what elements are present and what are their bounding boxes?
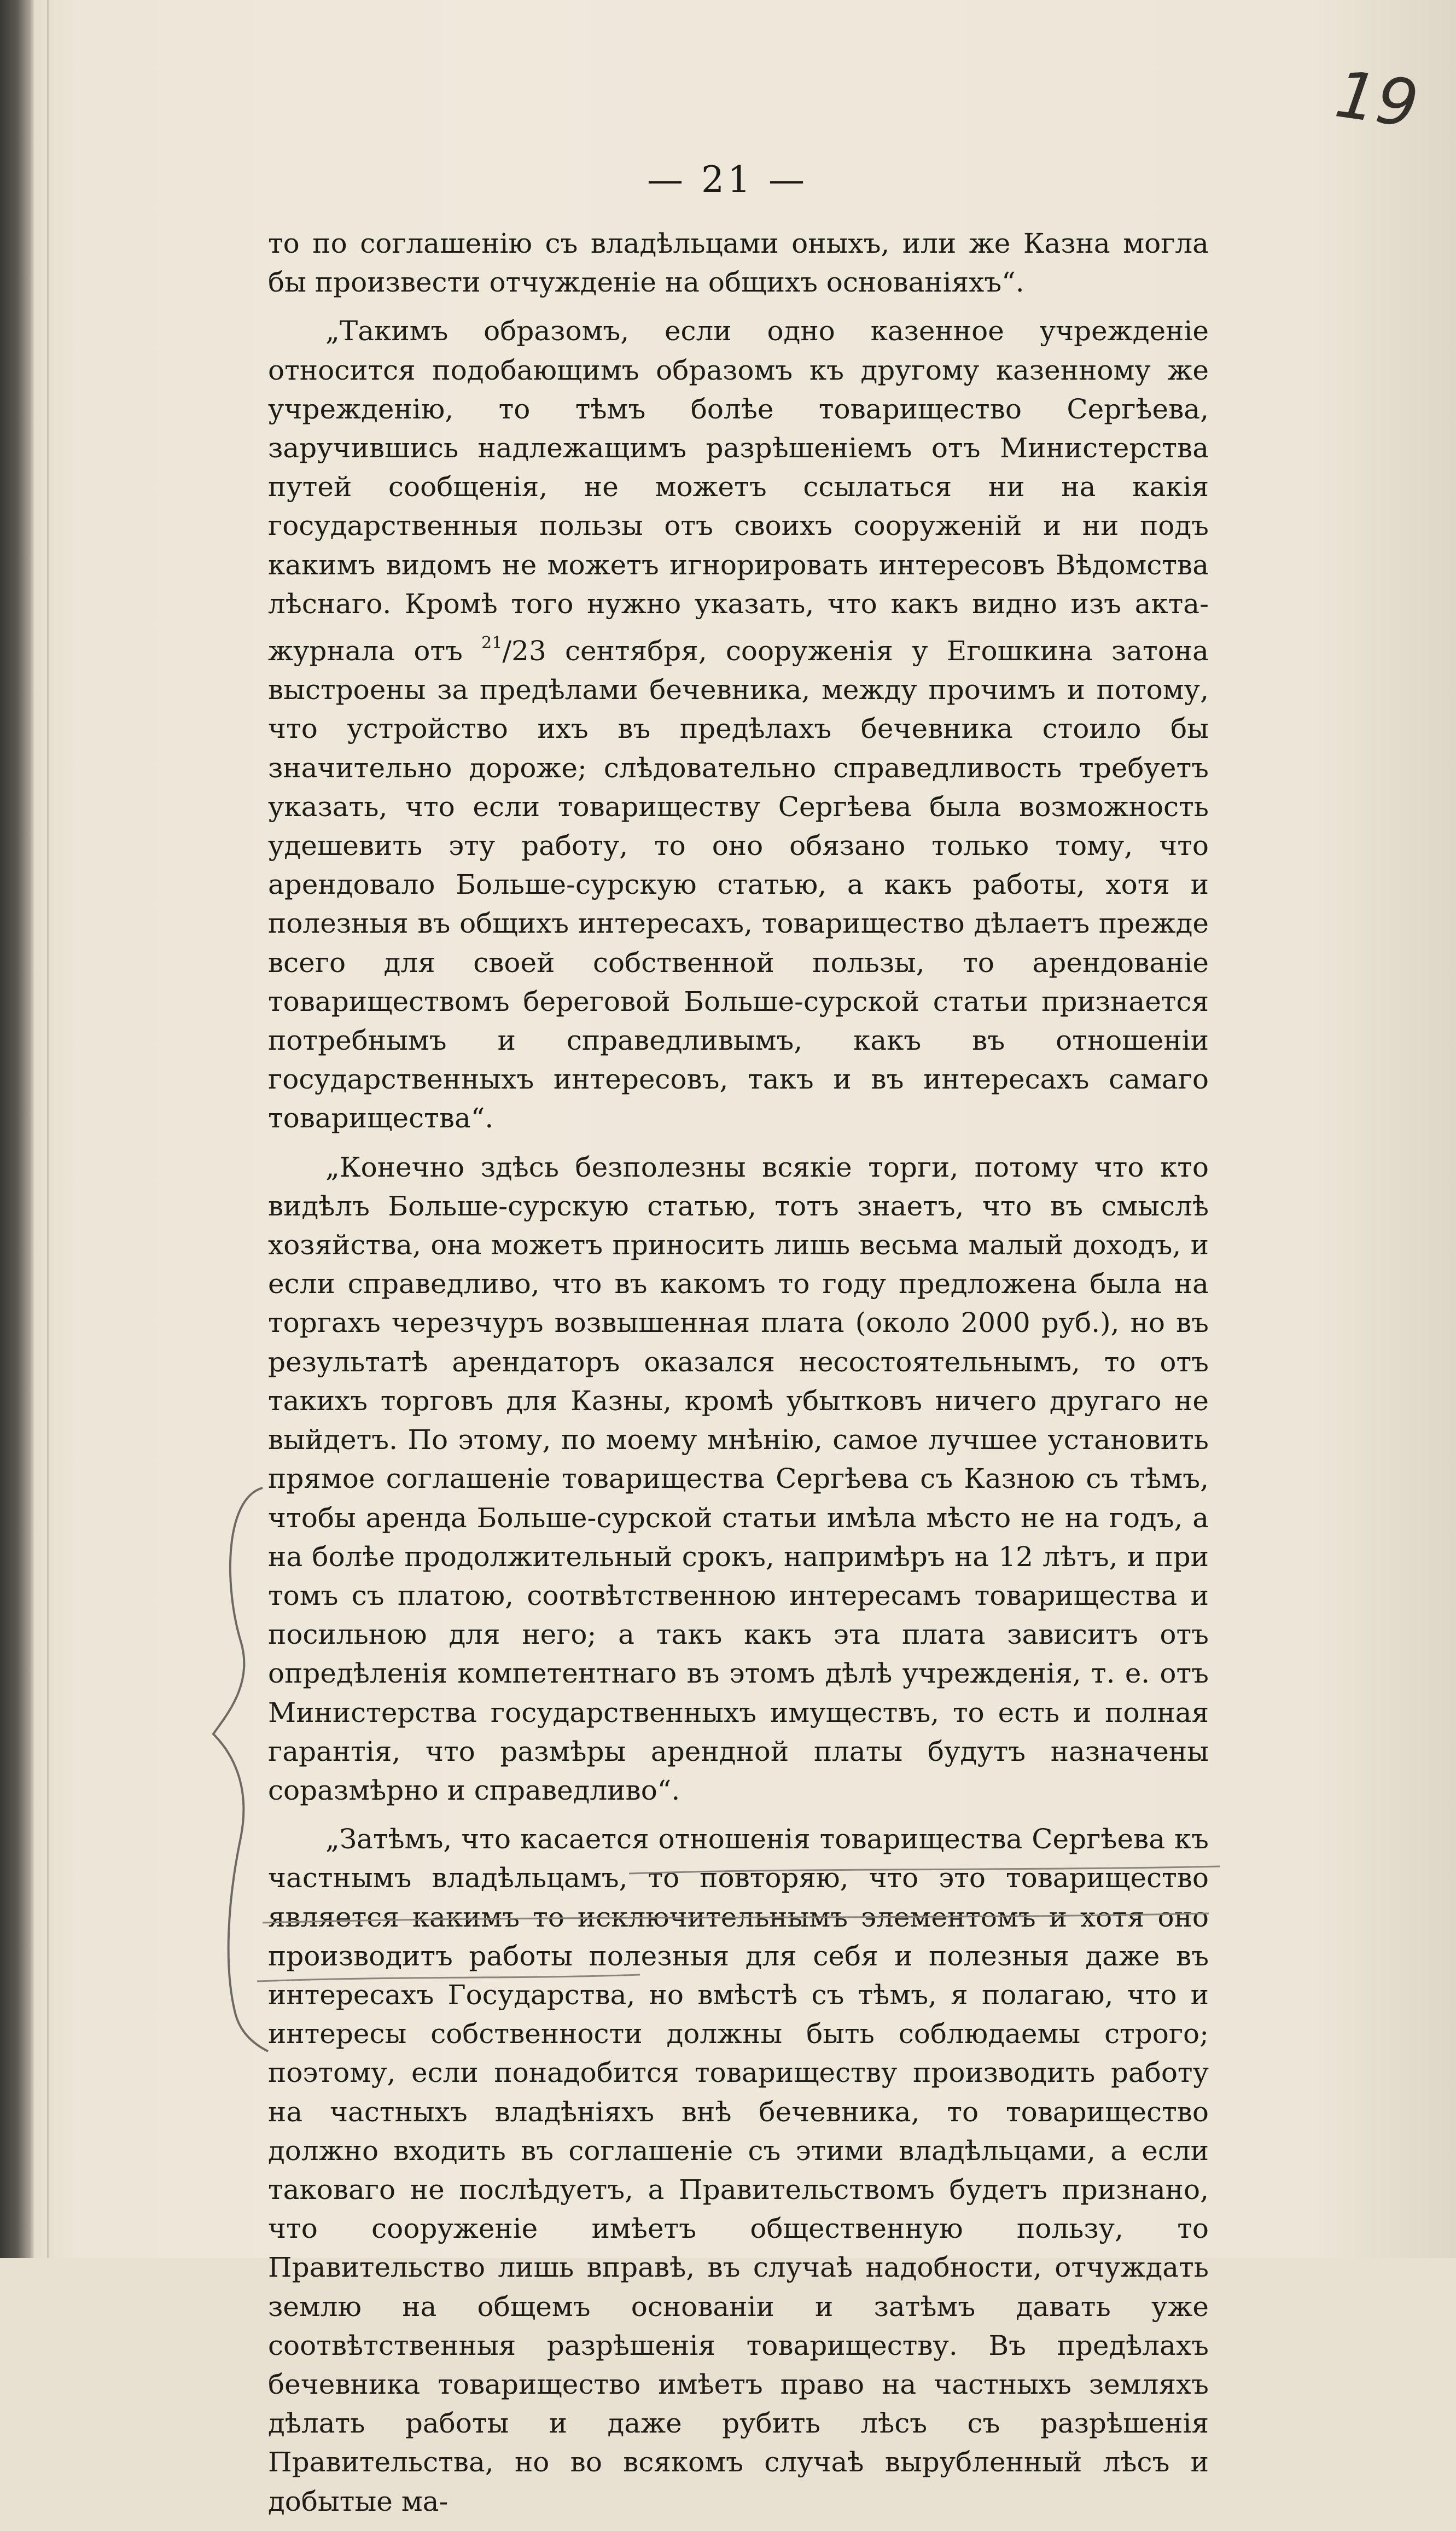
paragraph-2 <box>268 312 1209 1138</box>
spine-fold <box>47 0 49 2258</box>
page-number: — 21 — <box>647 159 808 201</box>
paragraph-2-part-b: /23 сентября, сооруженія у Егошкина затона выстроены за предѣлами бечевника, между прочимъ и потому, что устройство ихъ въ предѣлахъ бечевника стоило бы значительно дороже; слѣдовательно справедливость требуетъ указать, что если товариществу Сергѣева была возможность удешевить эту работу, то оно обязано только тому, что арендовало Больше-сурскую статью, а какъ работы, хотя и полезныя въ общихъ интересахъ, товарищество дѣлаетъ прежде всего для своей собственной пользы, то арендованіе товариществомъ береговой Больше-сурской статьи признается потребнымъ и справедливымъ, какъ въ отношеніи государственныхъ интересовъ, такъ и въ интересахъ самаго товарищества“. <box>268 635 1209 1134</box>
paragraph-3: „Конечно здѣсь безполезны всякіе торги, потому что кто видѣлъ Больше-сурскую статью, тотъ знаетъ, что въ смыслѣ хозяйства, она можетъ приносить лишь весьма малый доходъ, и если справедливо, что въ какомъ то году предложена была на торгахъ черезчуръ возвышенная плата (около 2000 руб.), но въ результатѣ арендаторъ оказался несостоятельнымъ, то отъ такихъ торговъ для Казны, кромѣ убытковъ ничего другаго не выйдетъ. По этому, по моему мнѣнію, самое лучшее установить прямое соглашеніе товарищества Сергѣева съ Казною съ тѣмъ, чтобы аренда Больше-сурской статьи имѣла мѣсто не на годъ, а на болѣе продолжительный срокъ, напримѣръ на 12 лѣтъ, и при томъ съ платою, соотвѣтственною интересамъ товарищества и посильною для него; а такъ какъ эта плата зависитъ отъ опредѣленія компетентнаго въ этомъ дѣлѣ учрежденія, т. е. отъ Министерства государственныхъ имуществъ, то есть и полная гарантія, что размѣры арендной платы будутъ назначены соразмѣрно и справедливо“. <box>268 1151 1209 1806</box>
book-binding <box>0 0 34 2258</box>
folio-number: 19 <box>1331 56 1423 143</box>
body-text <box>268 224 1209 2531</box>
paragraph-4: „Затѣмъ, что касается отношенія товарищества Сергѣева къ частнымъ владѣльцамъ, то повторяю, что это товарищество является какимъ то исключительнымъ элементомъ и хотя оно производитъ работы полезныя для себя и полезныя даже въ интересахъ Государства, но вмѣстѣ съ тѣмъ, я полагаю, что и интересы собственности должны быть соблюдаемы строго; поэтому, если понадобится товариществу производить работу на частныхъ владѣніяхъ внѣ бечевника, то товарищество должно входить въ соглашеніе съ этими владѣльцами, а если таковаго не послѣдуетъ, а Правительствомъ будетъ признано, что сооруженіе имѣетъ общественную пользу, то Правительство лишь вправѣ, въ случаѣ надобности, отчуждать землю на общемъ основаніи и затѣмъ давать уже соотвѣтственныя разрѣшенія товариществу. Въ предѣлахъ бечевника товарищество имѣетъ право на частныхъ земляхъ дѣлать работы и даже рубить лѣсъ съ разрѣшенія Правительства, но во всякомъ случаѣ вырубленный лѣсъ и добытые ма- <box>268 1823 1209 2517</box>
paragraph-1: то по соглашенію съ владѣльцами оныхъ, или же Казна могла бы произвести отчужденіе на общихъ основаніяхъ“. <box>268 228 1209 299</box>
date-superscript: 21 <box>481 633 503 653</box>
pencil-underlines <box>246 1860 1231 1991</box>
paragraph-2-part-a: „Такимъ образомъ, если одно казенное учрежденіе относится подобающимъ образомъ къ другому казенному же учрежденію, то тѣмъ болѣе товарищество Сергѣева, заручившись надлежащимъ разрѣшеніемъ отъ Министерства путей сообщенія, не можетъ ссылаться ни на какія государственныя пользы отъ своихъ сооруженій и ни подъ какимъ видомъ не можетъ игнорировать интересовъ Вѣдомства лѣснаго. Кромѣ того нужно указать, что какъ видно изъ акта-журнала отъ <box>268 315 1209 667</box>
